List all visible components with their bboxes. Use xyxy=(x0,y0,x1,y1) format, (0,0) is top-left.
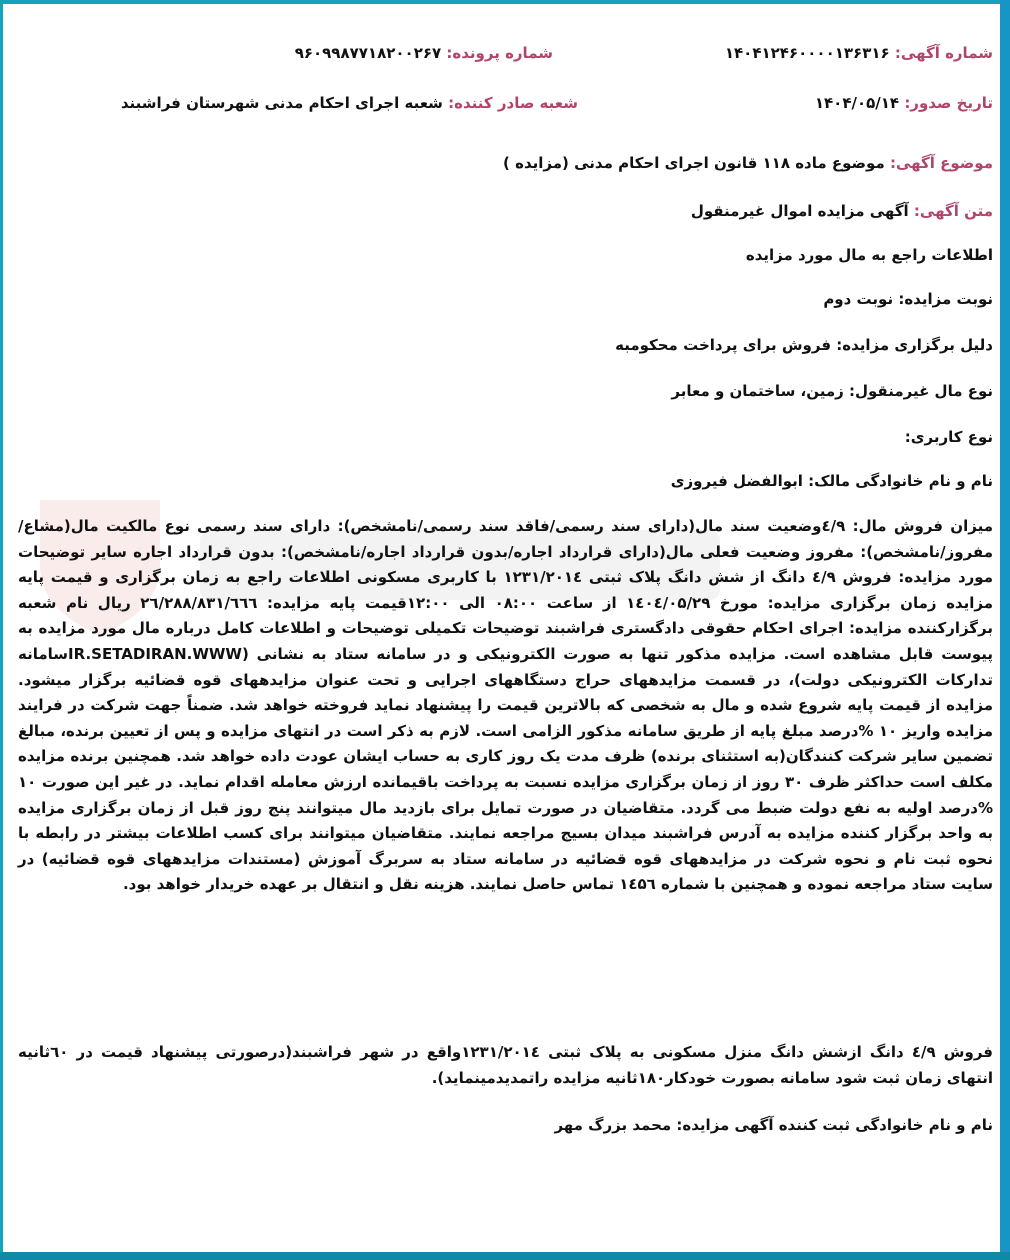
window-left-border xyxy=(0,0,3,1260)
sale-description-paragraph: فروش ٤/٩ دانگ ازشش دانگ منزل مسکونی به پلاک ثبتی ۱۲۳۱/۲۰۱٤واقع در شهر فراشبند(درصورتی پیشنهاد قیمت در ٦۰ثانیه انتهای زمان ثبت شود سامانه بصورت خودکار۱۸۰ثانیه مزایده راتمدیدمینماید). xyxy=(18,1043,993,1087)
header-row-1 xyxy=(18,44,993,74)
auction-details-paragraph: میزان فروش مال: ٤/٩وضعیت سند مال(دارای سند رسمی/فاقد سند رسمی/نامشخص): دارای سند رسمی نوع مالکیت مال(مشاع/مفروز/نامشخص): مفروز وضعیت فعلی مال(دارای قرارداد اجاره/بدون قرارداد اجاره/نامشخص): بدون قرارداد اجاره سایر توضیحات مورد مزایده: فروش ٤/٩ دانگ از شش دانگ پلاک ثبتی ۱۲۳۱/۲۰۱٤ با کاربری مسکونی اطلاعات راجع به زمان برگزاری و قیمت پایه مزایده زمان برگزاری مزایده: مورخ ۱٤۰٤/۰۵/۲۹ از ساعت ۰۸:۰۰ الی ۱۲:۰۰قیمت پایه مزایده: ۲٦/۲۸۸/۸۳۱/٦٦٦ ریال نام شعبه برگزارکننده مزایده: اجرای احکام حقوقی دادگستری فراشبند توضیحات تکمیلی توضیحات و اطلاعات کامل درباره مال مورد مزایده به پیوست قابل مشاهده است. مزایده مذکور تنها به صورت الکترونیکی و در سامانه ستاد به نشانی (IR.SETADIRAN.WWW‏سامانه تدارکات الکترونیکی دولت)، در قسمت مزایدههای حراج دستگاههای اجرایی و تحت عنوان مزایدههای قوه قضائیه برگزار میشود. مزایده از قیمت پایه شروع شده و مال به شخصی که بالاترین قیمت را پیشنهاد نماید فروخته خواهد شد. ضمناً جهت شرکت در فرایند مزایده واریز ۱۰ %درصد مبلغ پایه از طریق سامانه مذکور الزامی است. لازم به ذکر است در انتهای مزایده و پس از تعیین برنده، مبالغ تضمین سایر شرکت کنندگان(به استثنای برنده) ظرف مدت یک روز کاری به حساب ایشان عودت داده خواهد شد. همچنین برنده مزایده مکلف است حداکثر ظرف ۳۰ روز از زمان برگزاری مزایده نسبت به پرداخت باقیمانده ارزش معامله اقدام نماید. در غیر این صورت ۱۰ %درصد اولیه به نفع دولت ضبط می گردد. متقاضیان در صورت تمایل برای بازدید مال میتوانند پنج روز قبل از زمان برگزاری مزایده به واحد برگزار کننده مزایده به آدرس فراشبند میدان بسیج مراجعه نمایند. متقاضیان میتوانند برای کسب اطلاعات بیشتر در رابطه با نحوه ثبت نام و نحوه شرکت در مزایدههای قوه قضائیه در سامانه ستاد به سربرگ آموزش (مستندات مزایدههای قوه قضائیه) در سایت ستاد مراجعه نموده و همچنین با شماره ۱٤۵٦ تماس حاصل نمایند. هزینه نقل و انتقال بر عهده خریدار خواهد بود. xyxy=(18,517,994,894)
header-row-2 xyxy=(18,94,993,124)
ad-document xyxy=(18,30,993,1230)
issue-date-value: ۱۴۰۴/۰۵/۱۴ xyxy=(814,94,900,112)
ad-text-line xyxy=(18,202,993,220)
issuer-label: شعبه صادر کننده: xyxy=(448,94,578,112)
auction-round: نوبت مزایده: نوبت دوم xyxy=(823,290,993,308)
owner-name: نام و نام خانوادگی مالک: ابوالفضل فیروزی xyxy=(670,472,993,490)
ad-number-value: ۱۴۰۴۱۲۴۶۰۰۰۰۱۳۶۳۱۶ xyxy=(724,44,890,62)
property-type: نوع مال غیرمنقول: زمین، ساختمان و معابر xyxy=(671,382,993,400)
subject-line xyxy=(18,154,993,172)
auction-reason: دلیل برگزاری مزایده: فروش برای پرداخت محکومبه xyxy=(615,336,993,354)
issuer-value: شعبه اجرای احکام مدنی شهرستان فراشبند xyxy=(120,94,443,112)
window-top-border xyxy=(0,0,1010,4)
ad-text-label: متن آگهی: xyxy=(913,202,993,220)
issue-date xyxy=(815,94,993,112)
case-number-value: ۹۶۰۹۹۸۷۷۱۸۲۰۰۲۶۷ xyxy=(294,44,442,62)
window-right-border xyxy=(1000,0,1010,1260)
issuer xyxy=(121,94,578,112)
registrar-name: نام و نام خانوادگی ثبت کننده آگهی مزایده: محمد بزرگ مهر xyxy=(554,1116,993,1134)
case-number xyxy=(295,44,553,62)
issue-date-label: تاریخ صدور: xyxy=(904,94,993,112)
info-heading: اطلاعات راجع به مال مورد مزایده xyxy=(745,246,993,264)
ad-number xyxy=(725,44,993,62)
subject-value: موضوع ماده ۱۱۸ قانون اجرای احکام مدنی (مزایده ) xyxy=(503,154,885,172)
subject-label: موضوع آگهی: xyxy=(889,154,993,172)
case-number-label: شماره پرونده: xyxy=(446,44,553,62)
ad-text-value: آگهی مزایده اموال غیرمنقول xyxy=(690,202,909,220)
window-bottom-border xyxy=(0,1252,1010,1260)
ad-number-label: شماره آگهی: xyxy=(894,44,993,62)
usage-type: نوع کاربری: xyxy=(904,428,993,446)
